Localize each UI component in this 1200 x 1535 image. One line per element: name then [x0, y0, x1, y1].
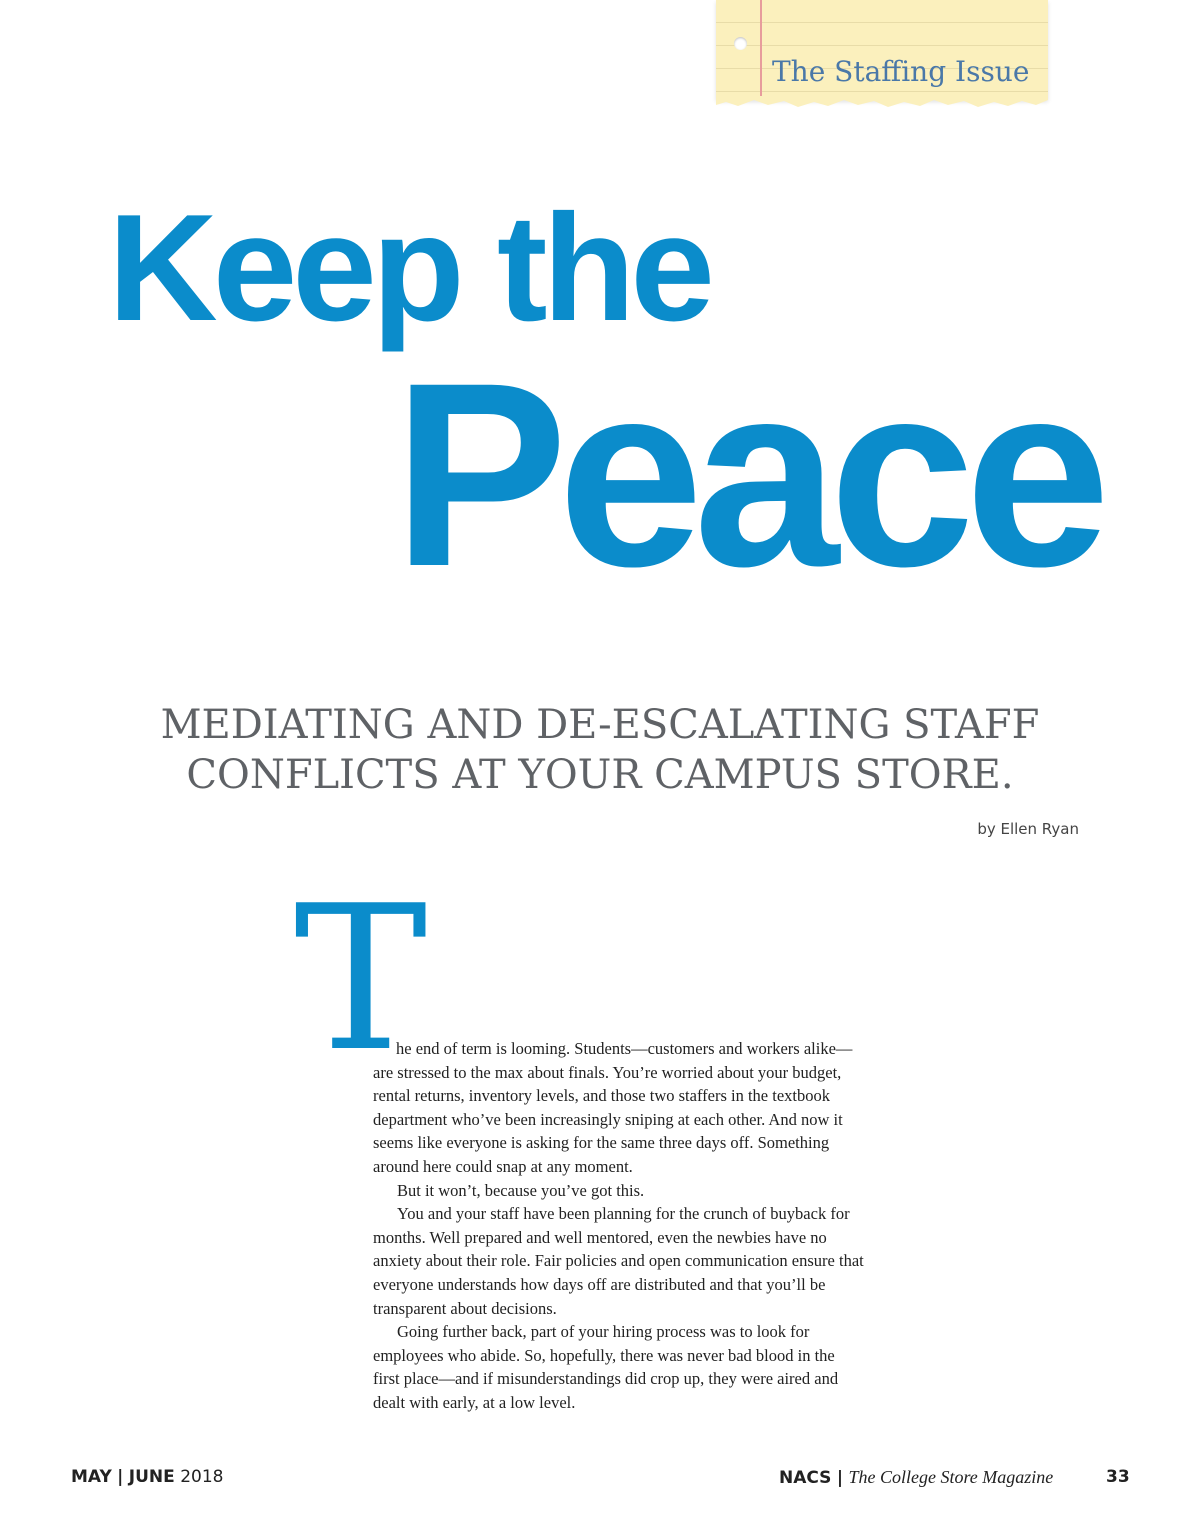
footer-publication	[779, 1467, 1053, 1488]
section-tag-label: The Staffing Issue	[772, 55, 1030, 88]
subtitle-line-1: MEDIATING AND DE-ESCALATING STAFF	[160, 702, 1040, 748]
footer-month-1: MAY	[71, 1467, 112, 1487]
footer-month-2: JUNE	[128, 1467, 175, 1487]
article-paragraph: You and your staff have been planning for the crunch of buyback for months. Well prepared and well mentored, even the newbies have no anxiety about their role. Fair policies and open communication ensure that everyone understands how days off are distributed and that you’ll be transparent about decisions.	[373, 1204, 864, 1318]
byline: by Ellen Ryan	[977, 820, 1079, 838]
footer-org: NACS	[779, 1468, 832, 1488]
footer-separator: |	[117, 1467, 124, 1487]
notepad-margin-line	[760, 0, 762, 100]
page-number: 33	[1106, 1467, 1130, 1487]
subtitle	[100, 700, 1100, 800]
subtitle-line-2: CONFLICTS AT YOUR CAMPUS STORE.	[186, 752, 1014, 798]
footer-separator: |	[836, 1468, 844, 1488]
article-paragraph: Going further back, part of your hiring process was to look for employees who abide. So, hopefully, there was never bad blood in the first place—and if misunderstandings did crop up, they were aired and dealt with early, at a low level.	[373, 1322, 839, 1412]
footer-issue-date	[71, 1467, 223, 1487]
footer-year: 2018	[180, 1467, 224, 1487]
notepad-hole	[734, 37, 747, 50]
article-body	[373, 1037, 865, 1415]
headline-line-2: Peace	[393, 328, 1101, 621]
article-paragraph: he end of term is looming. Students—customers and workers alike—are stressed to the max about finals. You’re worried about your budget, rental returns, inventory levels, and those two staffers in the textbook department who’ve been increasingly sniping at each other. And now it seems like everyone is asking for the same three days off. Something around here could snap at any moment.	[373, 1039, 853, 1176]
footer-magazine: The College Store Magazine	[848, 1467, 1054, 1487]
headline-line-1: Keep the	[108, 183, 710, 353]
article-paragraph: But it won’t, because you’ve got this.	[397, 1180, 645, 1200]
drop-cap: T	[294, 863, 428, 1096]
torn-edge	[716, 96, 1048, 108]
section-tag	[716, 0, 1048, 100]
